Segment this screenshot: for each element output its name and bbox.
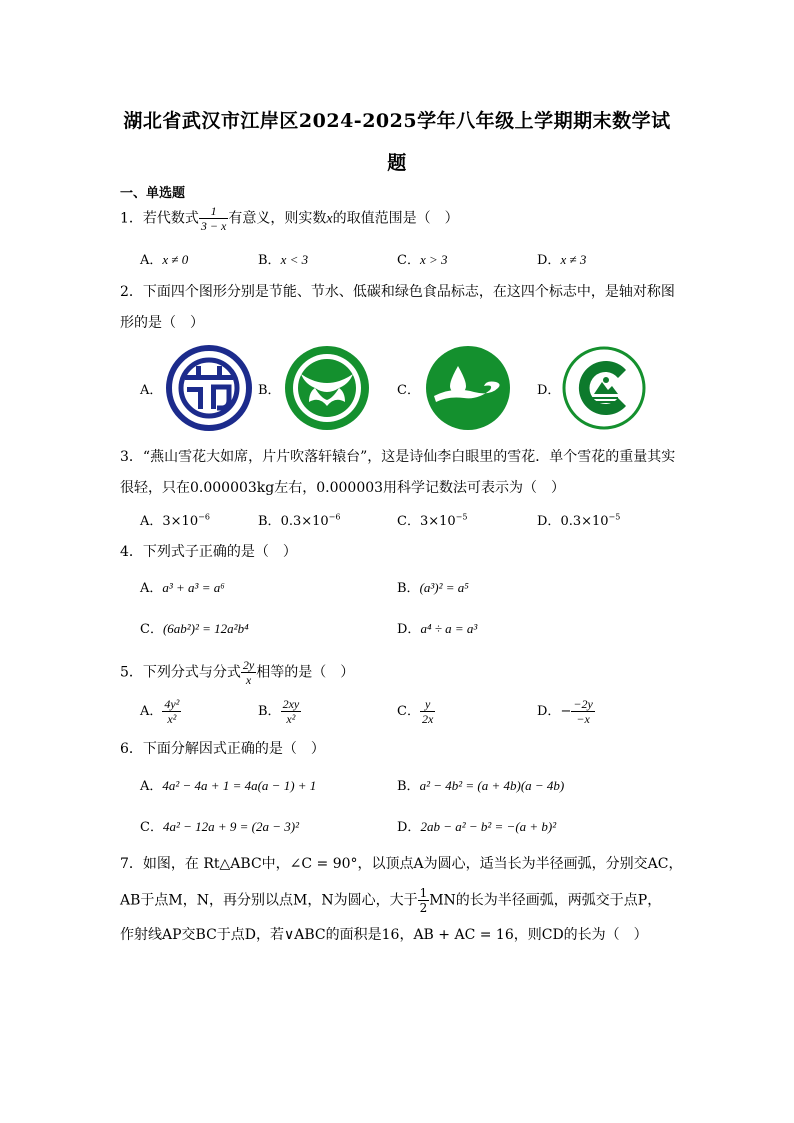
- q1-frac-num: 1: [199, 204, 228, 219]
- q1-fraction: [199, 204, 228, 233]
- q3-option-b[interactable]: B．$0.3\times 10^{-6}$: [258, 512, 341, 529]
- q5-option-c[interactable]: C． $\frac{y}{2x}$: [397, 697, 434, 726]
- q1-text-post: 有意义，则实数: [228, 210, 327, 227]
- q4-option-c[interactable]: C．(6ab²)² = 12a²b⁴: [140, 621, 249, 637]
- q1-var: x: [326, 211, 333, 227]
- q1-option-b[interactable]: B．x < 3: [258, 252, 309, 268]
- green-food-logo-icon[interactable]: [560, 344, 648, 432]
- q1-option-c[interactable]: C．x > 3: [397, 252, 448, 268]
- q2-option-a-label[interactable]: A．: [140, 383, 163, 398]
- q6-option-a[interactable]: A．4a² − 4a + 1 = 4a(a − 1) + 1: [140, 778, 317, 794]
- question-3-line2: 很轻，只在0.000003kg左右，0.000003用科学记数法可表示为（ ）: [120, 480, 566, 496]
- question-7-line1: 7．如图，在 Rt△ABC中，∠C = 90°，以顶点A为圆心，适当长为半径画弧，分别交AC，: [120, 856, 683, 872]
- question-6-stem: 6．下面分解因式正确的是（ ）: [120, 741, 325, 757]
- question-3-line1: 3．“燕山雪花大如席，片片吹落轩辕台”，这是诗仙李白眼里的雪花．单个雪花的重量其实: [120, 449, 676, 465]
- q1-text-pre: 1．若代数式: [120, 210, 199, 227]
- q4-option-b[interactable]: B．(a³)² = a⁵: [397, 580, 469, 596]
- q6-option-c[interactable]: C．4a² − 12a + 9 = (2a − 3)²: [140, 819, 299, 835]
- q5-option-d[interactable]: D．− $\frac{-2y}{-x}$: [537, 697, 593, 726]
- q1-option-d[interactable]: D．x ≠ 3: [537, 252, 587, 268]
- q1-frac-den: 3 − x: [200, 219, 227, 233]
- question-2-line1: 2．下面四个图形分别是节能、节水、低碳和绿色食品标志，在这四个标志中，是轴对称图: [120, 284, 675, 300]
- q5-option-a[interactable]: A． $\frac{\text{4y²}}{\text{x²}}$: [140, 697, 180, 726]
- q6-option-b[interactable]: B．a² − 4b² = (a + 4b)(a − 4b): [397, 778, 565, 794]
- question-5-stem: 5．下列分式与分式 $\frac{2y}{x}$ 相等的是（ ）: [120, 658, 355, 687]
- q5-option-b[interactable]: B． $\frac{2xy}{\text{x²}}$: [258, 697, 300, 726]
- exam-title-line2: 题: [387, 152, 407, 174]
- question-7-line3: 作射线AP交BC于点D，若∨ABC的面积是16，AB + AC = 16，则CD的长为（ ）: [120, 927, 648, 943]
- q4-option-d[interactable]: D．a⁴ ÷ a = a³: [397, 621, 478, 637]
- energy-saving-logo-icon[interactable]: [165, 344, 253, 432]
- low-carbon-logo-icon[interactable]: [424, 344, 512, 432]
- q5-fraction: $\frac{2y}{x}$: [242, 658, 255, 687]
- q3-option-d[interactable]: D．$0.3\times 10^{-5}$: [537, 512, 621, 529]
- q1-option-a[interactable]: A．x ≠ 0: [140, 252, 189, 268]
- q2-option-c-label[interactable]: C．: [397, 383, 420, 398]
- section-heading: 一、单选题: [120, 186, 186, 201]
- q1-text-post2: 的取值范围是（ ）: [332, 210, 459, 227]
- q2-option-d-label[interactable]: D．: [537, 383, 561, 398]
- exam-title-line1: 湖北省武汉市江岸区2024-2025学年八年级上学期期末数学试: [123, 110, 671, 132]
- q4-option-a[interactable]: A．a³ + a³ = a⁶: [140, 580, 225, 596]
- question-4-stem: 4．下列式子正确的是（ ）: [120, 544, 297, 560]
- water-saving-logo-icon[interactable]: [283, 344, 371, 432]
- question-7-line2: AB于点M，N，再分别以点M，N为圆心，大于 $\frac{1}{2}$ MN的长为半径画弧，两弧交于点P，: [120, 886, 662, 915]
- question-1-stem: [120, 204, 459, 233]
- q3-option-a[interactable]: A．$3\times 10^{-6}$: [140, 512, 210, 529]
- question-2-line2: 形的是（ ）: [120, 315, 204, 331]
- q6-option-d[interactable]: D．2ab − a² − b² = −(a + b)²: [397, 819, 557, 835]
- q7-fraction: $\frac{1}{2}$: [419, 886, 428, 915]
- q2-option-b-label[interactable]: B．: [258, 383, 281, 398]
- q3-option-c[interactable]: C．$3\times 10^{-5}$: [397, 512, 468, 529]
